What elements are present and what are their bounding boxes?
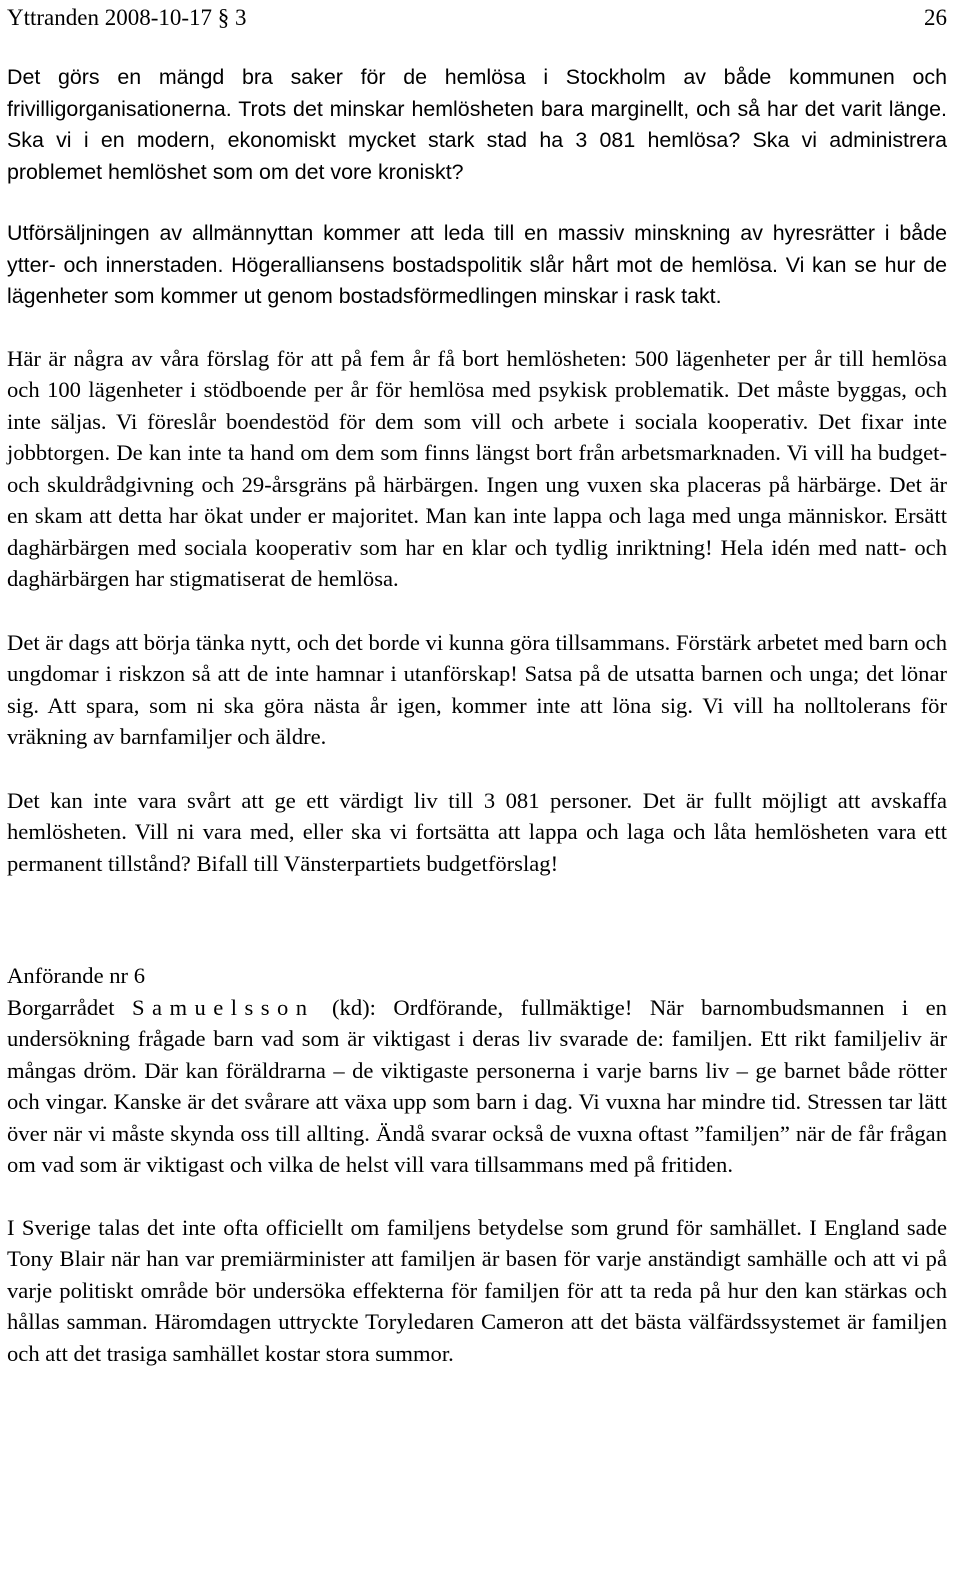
speech-text: Ordförande, fullmäktige! När barnombudsmannen i en undersökning frågade barn vad som är viktigast i deras liv svarade de: familjen. Ett rikt familjeliv är mångas dröm. Där kan föräldrarna – de viktigaste personerna i varje barns liv – ge barnet både rötter och vingar. Kanske är det svårare att växa upp som barn i dag. Vi vuxna har mindre tid. Stressen tar lätt över när vi måste skynda oss till allting. Ändå svarar också de vuxna oftast ”familjen” när de får frågan om vad som är viktigast och vilka de helst vill vara tillsammans med på fritiden. xyxy=(7,994,947,1177)
speech-heading: Anförande nr 6 xyxy=(7,963,146,988)
paragraph-7: I Sverige talas det inte ofta officiellt om familjens betydelse som grund för samhället. I England sade Tony Blair när han var premiärminister att familjen är basen för varje anständigt samhälle och att vi på varje politiskt område bör undersöka effekterna för familjen för att ta reda på hur den kan stärkas och hållas samman. Häromdagen uttryckte Toryledaren Cameron att det bästa välfärdssystemet är familjen och att det trasiga samhället kostar stora summor. xyxy=(7,1214,947,1366)
page-header xyxy=(7,0,947,36)
paragraph-2: Utförsäljningen av allmännyttan kommer att leda till en massiv minskning av hyresrätter i både ytter- och innerstaden. Högeralliansens bostadspolitik slår hårt mot de hemlösa. Vi kan se hur de lägenheter som kommer ut genom bostadsförmedlingen minskar i rask takt. xyxy=(7,221,947,308)
speaker-name: Samuelsson xyxy=(131,994,315,1020)
header-title: Yttranden 2008-10-17 § 3 xyxy=(7,5,247,30)
page-number: 26 xyxy=(924,5,947,30)
paragraph-3: Här är några av våra förslag för att på fem år få bort hemlösheten: 500 lägenheter per år till hemlösa och 100 lägenheter i stödboende per år för hemlösa med psykisk problematik. Det måste byggas, och inte säljas. Vi föreslår boendestöd för dem som vill och arbete i sociala kooperativ. Det fixar inte jobbtorgen. De kan inte ta hand om dem som finns längst bort från arbetsmarknaden. Vi vill ha budget- och skuldrådgivning och 29-årsgräns på härbärgen. Ingen ung vuxen ska placeras på härbärge. Det är en skam att detta har ökat under er majoritet. Man kan inte lappa och laga med unga människor. Ersätt daghärbärgen med sociala kooperativ som har en klar och tydlig inriktning! Hela idén med natt- och daghärbärgen har stigmatiserat de hemlösa. xyxy=(7,345,947,591)
paragraph-4: Det är dags att börja tänka nytt, och det borde vi kunna göra tillsammans. Förstärk arbetet med barn och ungdomar i riskzon så att de inte hamnar i utanförskap! Satsa på de utsatta barnen och unga; det lönar sig. Att spara, som ni ska göra nästa år igen, kommer inte att löna sig. Vi vill ha nolltolerans för vräkning av barnfamiljer och äldre. xyxy=(7,629,947,749)
paragraph-5: Det kan inte vara svårt att ge ett värdigt liv till 3 081 personer. Det är fullt möjligt att avskaffa hemlösheten. Vill ni vara med, eller ska vi fortsätta att lappa och laga och låta hemlösheten vara ett permanent tillstånd? Bifall till Vänsterpartiets budgetförslag! xyxy=(7,787,947,876)
speaker-title: Borgarrådet xyxy=(7,994,115,1020)
document-page xyxy=(7,0,947,1369)
speech-paragraph xyxy=(7,992,947,1181)
speaker-party: (kd): xyxy=(332,994,376,1020)
paragraph-1: Det görs en mängd bra saker för de hemlösa i Stockholm av både kommunen och frivilligorganisationerna. Trots det minskar hemlösheten bara marginellt, och så har det varit länge. Ska vi i en modern, ekonomiskt mycket stark stad ha 3 081 hemlösa? Ska vi administrera problemet hemlöshet som om det vore kroniskt? xyxy=(7,65,947,184)
